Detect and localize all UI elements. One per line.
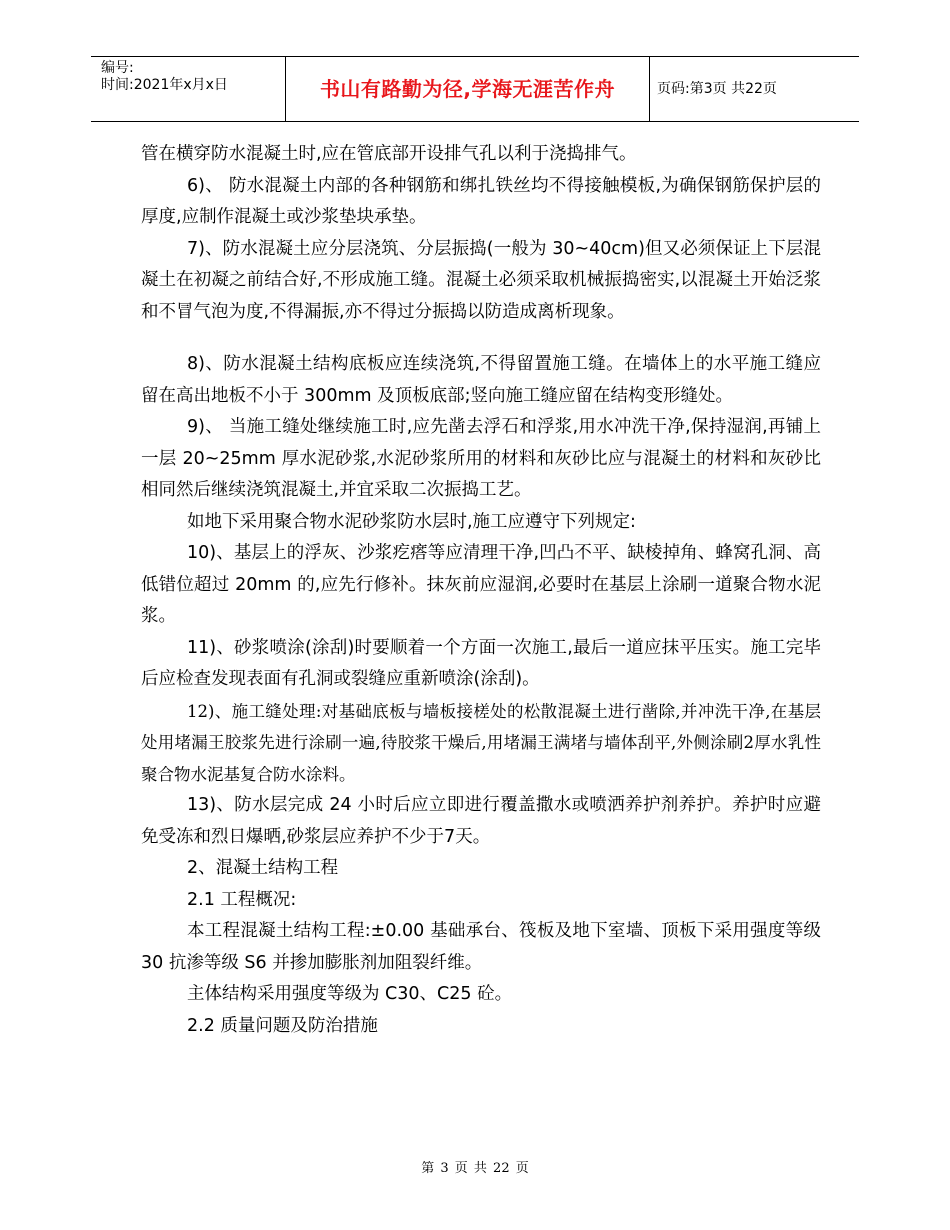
header-divider-right <box>649 57 650 121</box>
header-motto: 书山有路勤为径,学海无涯苦作舟 <box>319 77 616 101</box>
paragraph-item-8: 8)、防水混凝土结构底板应连续浇筑,不得留置施工缝。在墙体上的水平施工缝应留在高出地板不小于 300mm 及顶板底部;竖向施工缝应留在结构变形缝处。 <box>141 354 821 406</box>
paragraph-item-10: 10)、基层上的浮灰、沙浆疙瘩等应清理干净,凹凸不平、缺棱掉角、蜂窝孔洞、高低错位超过 20mm 的,应先行修补。抹灰前应湿润,必要时在基层上涂刷一道聚合物水泥浆。 <box>141 543 821 626</box>
section-heading-concrete: 2、混凝土结构工程 <box>187 858 339 878</box>
paragraph-overview: 本工程混凝土结构工程:±0.00 基础承台、筏板及地下室墙、顶板下采用强度等级 30 抗渗等级 S6 并掺加膨胀剂加阻裂纤维。 <box>141 921 821 973</box>
paragraph-item-9: 9)、 当施工缝处继续施工时,应先凿去浮石和浮浆,用水冲洗干净,保持湿润,再铺上一层 20~25mm 厚水泥砂浆,水泥砂浆所用的材料和灰砂比应与混凝土的材料和灰砂比相同然后继续浇筑混凝土,并宜采取二次振捣工艺。 <box>141 417 821 500</box>
document-time-label: 时间:2021年x月x日 <box>101 77 228 93</box>
paragraph-main-structure: 主体结构采用强度等级为 C30、C25 砼。 <box>187 984 513 1004</box>
paragraph-pipe-venting: 管在横穿防水混凝土时,应在管底部开设排气孔以利于浇捣排气。 <box>141 144 637 164</box>
subsection-heading-overview: 2.1 工程概况: <box>187 889 297 910</box>
paragraph-item-13: 13)、防水层完成 24 小时后应立即进行覆盖撒水或喷洒养护剂养护。养护时应避免受冻和烈日爆晒,砂浆层应养护不少于7天。 <box>141 795 821 847</box>
document-body <box>141 139 821 1042</box>
paragraph-item-6: 6)、 防水混凝土内部的各种钢筋和绑扎铁丝均不得接触模板,为确保钢筋保护层的厚度,应制作混凝土或沙浆垫块承垫。 <box>141 175 821 227</box>
header-meta <box>101 60 281 94</box>
subsection-heading-quality: 2.2 质量问题及防治措施 <box>187 1015 378 1036</box>
page-header <box>91 56 859 122</box>
paragraph-item-12: 12)、施工缝处理:对基础底板与墙板接槎处的松散混凝土进行凿除,并冲洗干净,在基层处用堵漏王胶浆先进行涂刷一遍,待胶浆干燥后,用堵漏王满堵与墙体刮平,外侧涂刷2厚水乳性聚合物水泥基复合防水涂料。 <box>141 701 821 784</box>
paragraph-item-11: 11)、砂浆喷涂(涂刮)时要顺着一个方面一次施工,最后一道应抹平压实。施工完毕后应检查发现表面有孔洞或裂缝应重新喷涂(涂刮)。 <box>141 637 821 689</box>
paragraph-polymer-mortar-intro: 如地下采用聚合物水泥砂浆防水层时,施工应遵守下列规定: <box>187 511 636 532</box>
header-page-info: 页码:第3页 共22页 <box>657 81 777 97</box>
page-footer: 第 3 页 共 22 页 <box>421 1161 529 1176</box>
document-number-label: 编号: <box>101 60 134 76</box>
paragraph-item-7: 7)、防水混凝土应分层浇筑、分层振捣(一般为 30~40cm)但又必须保证上下层混凝土在初凝之前结合好,不形成施工缝。混凝土必须采取机械振捣密实,以混凝土开始泛浆和不冒气泡为度,不得漏振,亦不得过分振捣以防造成离析现象。 <box>141 238 821 322</box>
